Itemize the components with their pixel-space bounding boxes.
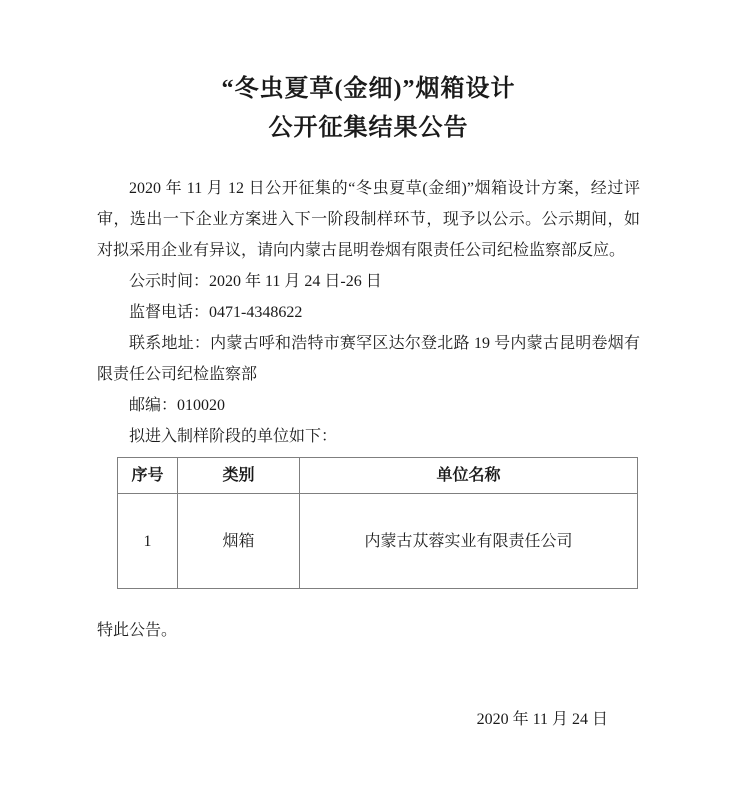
document-date: 2020 年 11 月 24 日 — [476, 711, 608, 728]
cell-category: 烟箱 — [178, 494, 300, 589]
info-line-table-intro: 拟进入制样阶段的单位如下： — [129, 428, 338, 445]
table-header-row — [118, 458, 638, 494]
title-line-1: “冬虫夏草(金细)”烟箱设计 — [221, 76, 516, 102]
table-row — [118, 494, 638, 589]
table-header-sequence: 序号 — [118, 458, 178, 494]
table-header-unit-name: 单位名称 — [300, 458, 638, 494]
table-header-category: 类别 — [178, 458, 300, 494]
info-line-contact-address: 联系地址：内蒙古呼和浩特市赛罕区达尔登北路 19 号内蒙古昆明卷烟有限责任公司纪检监察部 — [97, 335, 640, 383]
page-title — [97, 70, 640, 148]
cell-unit-name: 内蒙古苁蓉实业有限责任公司 — [300, 494, 638, 589]
info-line-postal-code: 邮编：010020 — [129, 397, 226, 414]
title-line-2: 公开征集结果公告 — [268, 115, 469, 141]
candidates-table — [117, 457, 638, 589]
closing-statement: 特此公告。 — [97, 622, 178, 639]
cell-sequence: 1 — [118, 494, 178, 589]
info-line-notice-period: 公示时间：2020 年 11 月 24 日-26 日 — [129, 273, 382, 290]
intro-paragraph: 2020 年 11 月 12 日公开征集的“冬虫夏草(金细)”烟箱设计方案，经过评审，选出一下企业方案进入下一阶段制样环节，现予以公示。公示期间，如对拟采用企业有异议，请向内蒙古昆明卷烟有限责任公司纪检监察部反应。 — [97, 180, 640, 259]
document-body — [97, 173, 640, 735]
info-line-supervision-phone: 监督电话：0471-4348622 — [129, 304, 303, 321]
